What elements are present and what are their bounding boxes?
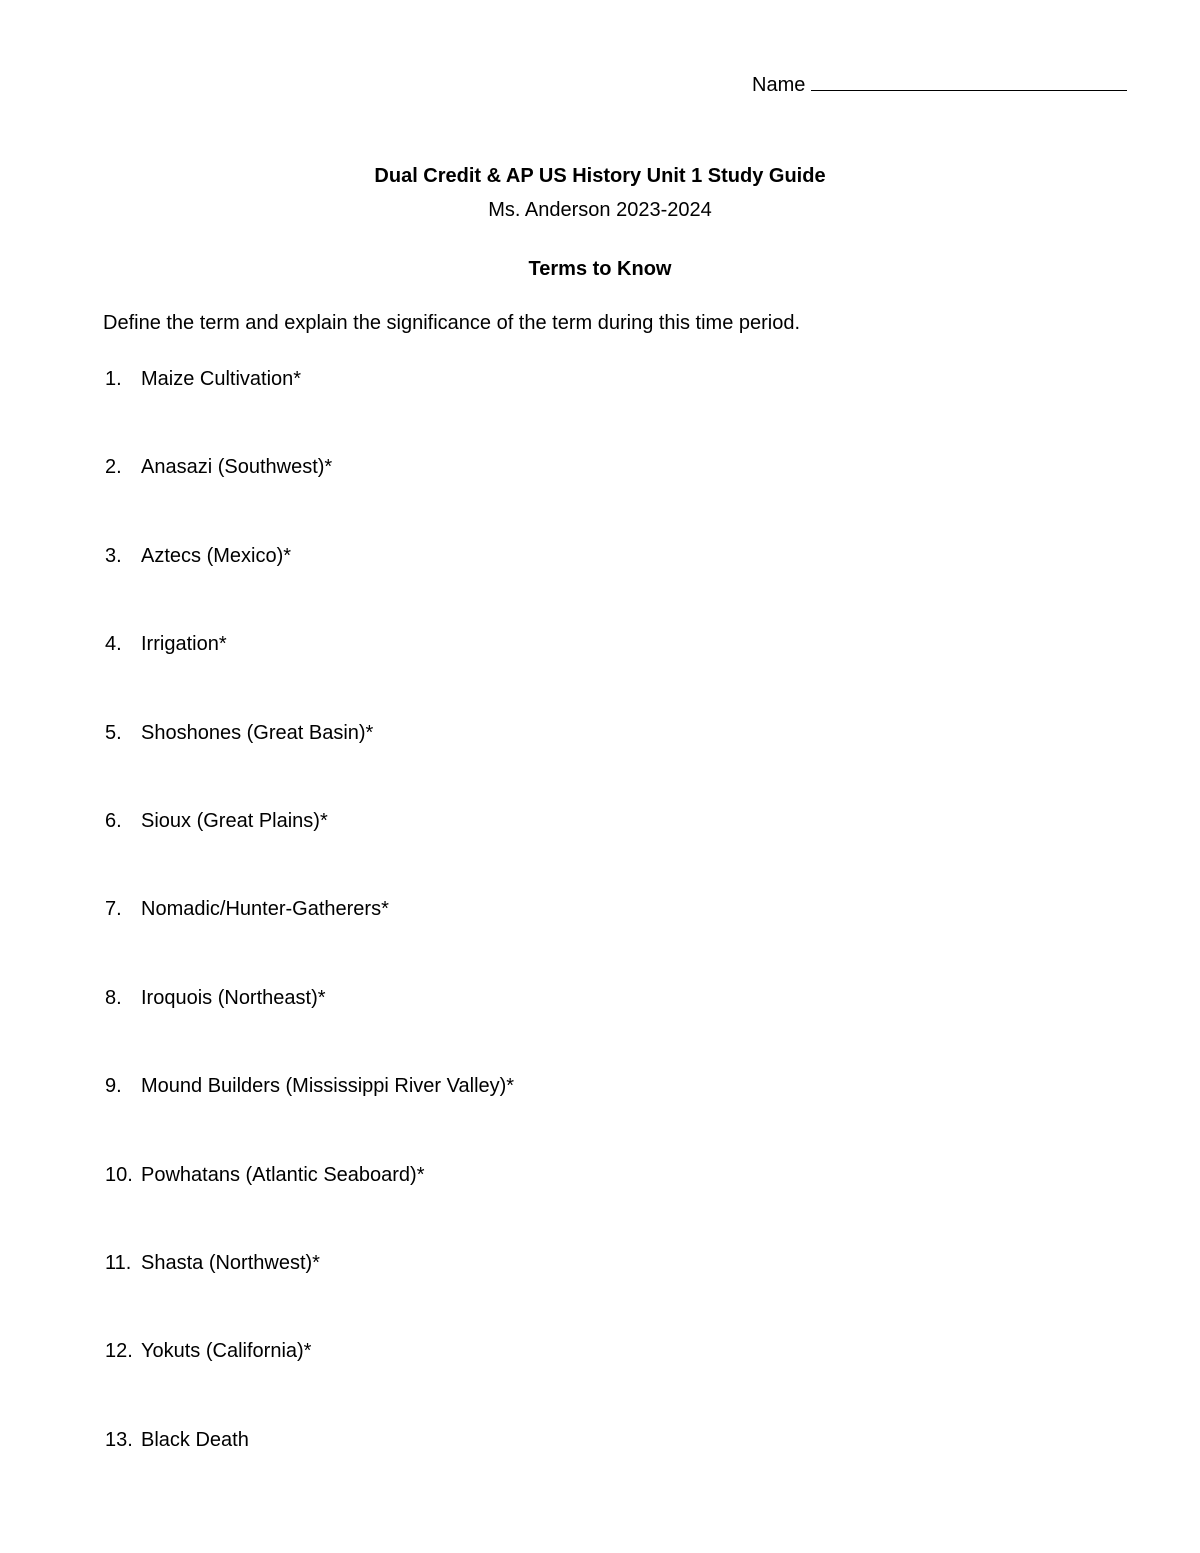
term-text: Powhatans (Atlantic Seaboard)* [141,1163,425,1186]
term-text: Aztecs (Mexico)* [141,544,292,567]
term-item [105,986,514,1074]
document-subtitle: Ms. Anderson 2023-2024 [488,199,712,221]
term-item [105,1251,514,1339]
terms-list [105,367,514,1516]
term-text: Iroquois (Northeast)* [141,986,326,1009]
term-text: Irrigation* [141,633,227,656]
term-number: 1. [105,368,122,390]
term-text: Nomadic/Hunter-Gatherers* [141,898,389,921]
instructions-text: Define the term and explain the significance of the term during this time period. [103,312,801,334]
name-blank-line[interactable] [811,72,1127,91]
term-number: 7. [105,898,122,921]
term-number: 2. [105,456,122,479]
term-text: Mound Builders (Mississippi River Valley)* [141,1075,515,1098]
term-item [105,544,514,632]
term-text: Shoshones (Great Basin)* [141,721,374,744]
term-item [105,1074,514,1162]
term-item [105,1339,514,1427]
term-number: 3. [105,544,122,567]
term-item [105,455,514,543]
term-item [105,721,514,809]
term-number: 10. [105,1163,133,1186]
term-number: 11. [105,1251,132,1274]
term-number: 4. [105,633,122,656]
name-label: Name [752,74,806,96]
term-item [105,632,514,720]
term-number: 8. [105,986,122,1009]
term-text: Anasazi (Southwest)* [141,456,333,479]
term-item [105,1163,514,1251]
term-text: Maize Cultivation* [141,368,302,390]
section-heading: Terms to Know [528,258,672,280]
term-item [105,1428,514,1516]
term-item [105,809,514,897]
document-title: Dual Credit & AP US History Unit 1 Study Guide [374,165,826,187]
name-field[interactable] [752,72,1127,97]
term-number: 6. [105,809,122,832]
term-item [105,367,514,455]
term-item [105,897,514,985]
term-text: Black Death [141,1428,249,1451]
term-number: 9. [105,1075,122,1098]
term-text: Sioux (Great Plains)* [141,809,328,832]
term-text: Yokuts (California)* [141,1340,312,1363]
term-number: 5. [105,721,122,744]
term-text: Shasta (Northwest)* [141,1251,320,1274]
term-number: 13. [105,1428,133,1451]
term-number: 12. [105,1340,133,1363]
